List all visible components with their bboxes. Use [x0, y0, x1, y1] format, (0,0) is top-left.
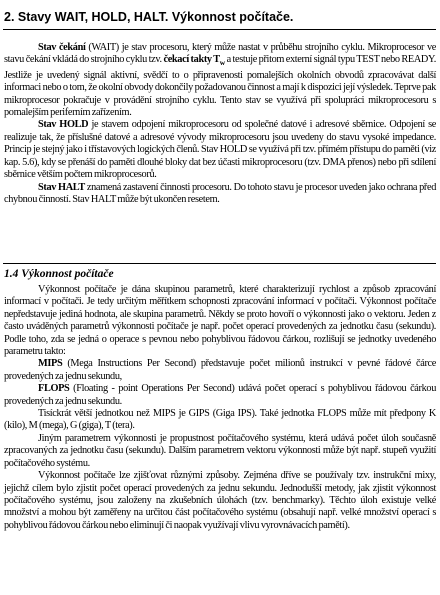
- paragraph-halt: [4, 182, 436, 207]
- mips-text: (Mega Instructions Per Second) představuje počet milionů instrukcí v pevné řádové čárce provedených za jednu sekundu,: [4, 358, 436, 382]
- subsection-heading: 1.4 Výkonnost počítače: [4, 268, 114, 280]
- section-heading: 2. Stavy WAIT, HOLD, HALT. Výkonnost počítače.: [4, 10, 294, 24]
- paragraph-gips: Tisíckrát větší jednotkou než MIPS je GIPS (Giga IPS). Také jednotka FLOPS může mít předpony K (kilo), M (mega), G (giga), T (tera).: [4, 408, 436, 432]
- term-wait-subscript: w: [219, 58, 225, 68]
- paragraph-hold: [4, 119, 436, 181]
- term-hold: Stav HOLD: [38, 119, 89, 131]
- halt-text: znamená zastavení činnosti procesoru. Do tohoto stavu je procesor uveden jako ochrana před chybnou činností. Stav HALT může být ukončen resetem.: [4, 181, 436, 205]
- subsection-underline: [3, 263, 436, 264]
- wait-text-a: (WAIT) je stav procesoru, který může nastat v průběhu strojního cyklu. Mikroprocesor ve stavu čekání vkládá do strojního cyklu tzv.: [4, 42, 437, 66]
- paragraph-flops: [4, 383, 436, 408]
- states-text: [4, 42, 436, 206]
- term-wait-cycles: čekací takty T: [163, 54, 220, 66]
- term-flops: FLOPS: [38, 383, 70, 395]
- heading-underline: [3, 29, 436, 30]
- term-wait: Stav čekání: [38, 42, 86, 53]
- wait-text-b: a testuje přitom externí signál typu TEST nebo READY. Jestliže je uvedený signál aktivní, svědčí to o připravenosti pomalejších okolních obvodů zpracovávat další informaci nebo o tom, že okolní obvody dokončily požadovanou činnost a mají k dispozici její výsledek. Teprve pak mikroprocesor pokračuje v provádění strojního cyklu. Tento stav se využívá při spolupráci mikroprocesoru s pomalejším periferním zařízením.: [4, 54, 437, 119]
- paragraph-wait: [4, 42, 436, 119]
- paragraph-mips: [4, 358, 436, 383]
- performance-text: [4, 284, 436, 532]
- paragraph-performance-intro: Výkonnost počítače je dána skupinou parametrů, které charakterizují rychlost a způsob zpracování informací v počítači. Je tedy určitým měřítkem schopnosti zpracování informací v počítači. Výkonnost počítače nepředstavuje jediná hodnota, ale skupina parametrů. Někdy se proto hovoří o výkonnosti jako o vektoru. Jeden z často uváděných parametrů výkonnosti počítače je např. počet operací provedených za jednotku času (sekundu). Podle toho, zda se jedná o operace s pevnou nebo pohyblivou řádovou čárkou, rozlišují se jednotky uvedeného parametru takto:: [4, 284, 436, 358]
- term-halt: Stav HALT: [38, 181, 85, 193]
- hold-text: je stavem odpojení mikroprocesoru od společné datové i adresové sběrnice. Odpojení se realizuje tak, že příslušné datové a adresové vývody mikroprocesoru jsou uvedeny do stavu vysoké impedance. Princip je stejný jako i třístavových logických členů. Stav HOLD se využívá při tzv. přímém přístupu do paměti (viz kap. 5.6), kdy se přenáší do paměti dlouhé bloky dat bez účasti mikroprocesoru (tzv. DMA přenos) nebo při sdílení sběrnice větším počtem mikroprocesorů.: [4, 119, 436, 181]
- term-mips: MIPS: [38, 358, 63, 370]
- flops-text: (Floating - point Operations Per Second) udává počet operací s pohyblivou řádovou čárkou provedených za jednu sekundu.: [4, 383, 436, 407]
- paragraph-throughput: Jiným parametrem výkonnosti je propustnost počítačového systému, která udává počet úloh současně zpracovaných za jednotku času (sekundu). Dalším parametrem vektoru výkonnosti může být např. stupeň využití počítačového systému.: [4, 432, 436, 469]
- paragraph-instruction-mixes: Výkonnost počítače lze zjišťovat různými způsoby. Zejména dříve se používaly tzv. instrukční mixy, jejichž cílem bylo zjistit počet operací provedených za jednu sekundu. Jednodušší metody, jak zjistit výkonnost počítačového systému, jsou založeny na zkušebních úlohách (tzv. benchmarky). Těchto úloh existuje velké množství a mohou být zaměřeny na určitou část počítačového systému (obsahují např. velké množství operací s pohyblivou řádovou čárkou nebo eliminují či naopak využívají vlivu vyrovnávacích pamětí).: [4, 470, 436, 531]
